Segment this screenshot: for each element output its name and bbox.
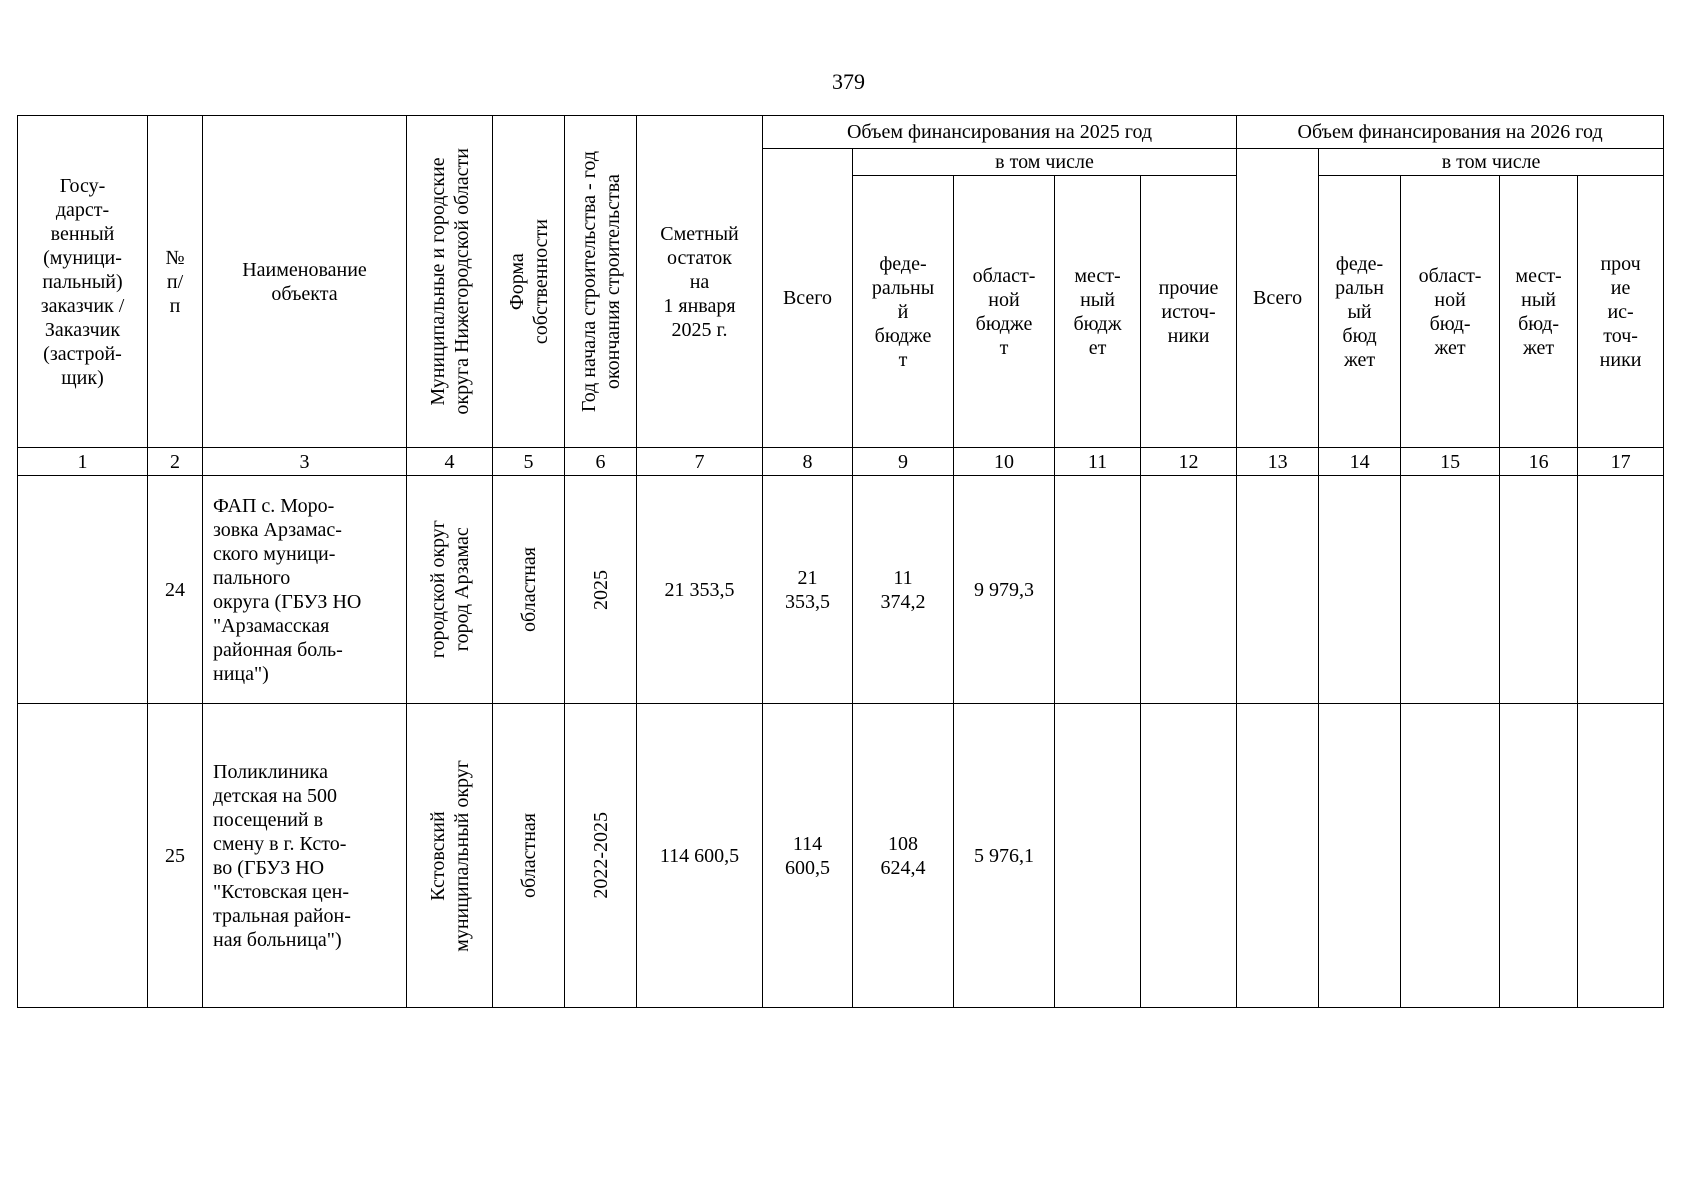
row-ownership: областная [493,476,565,704]
financing-table [17,115,1664,1008]
row-other-2025 [1141,704,1237,1008]
table-row [18,476,1664,704]
row-federal-2025: 108 624,4 [853,704,954,1008]
column-number: 3 [203,448,407,476]
table-row [18,704,1664,1008]
column-number: 9 [853,448,954,476]
header-including-2026: в том числе [1319,149,1664,176]
row-total-2025: 21 353,5 [763,476,853,704]
row-regional-2026 [1401,704,1500,1008]
row-index: 25 [148,704,203,1008]
row-other-2026 [1578,476,1664,704]
header-object-name: Наименование объекта [203,116,407,448]
row-municipality: Кстовский муниципальный округ [407,704,493,1008]
header-regional-2026: област- ной бюд- жет [1401,176,1500,448]
column-number: 6 [565,448,637,476]
header-federal-2025: феде- ральны й бюдже т [853,176,954,448]
row-years: 2022-2025 [565,704,637,1008]
row-customer [18,704,148,1008]
column-number: 7 [637,448,763,476]
row-local-2026 [1500,704,1578,1008]
row-regional-2025: 5 976,1 [954,704,1055,1008]
header-local-2026: мест- ный бюд- жет [1500,176,1578,448]
row-federal-2026 [1319,476,1401,704]
page-number: 379 [832,69,865,94]
header-group-2026: Объем финансирования на 2026 год [1237,116,1664,149]
column-number: 13 [1237,448,1319,476]
header-remainder: Сметный остаток на 1 января 2025 г. [637,116,763,448]
header-ownership: Форма собственности [493,116,565,448]
header-customer: Госу- дарст- венный (муници- пальный) заказчик / Заказчик (застрой- щик) [18,116,148,448]
column-number: 5 [493,448,565,476]
row-regional-2025: 9 979,3 [954,476,1055,704]
column-number: 16 [1500,448,1578,476]
row-other-2025 [1141,476,1237,704]
column-number: 12 [1141,448,1237,476]
header-regional-2025: област- ной бюдже т [954,176,1055,448]
row-municipality: городской округ город Арзамас [407,476,493,704]
row-remainder: 21 353,5 [637,476,763,704]
row-object-name: Поликлиника детская на 500 посещений в смену в г. Ксто- во (ГБУЗ НО "Кстовская цен- тральная район- ная больница") [203,704,407,1008]
column-number: 1 [18,448,148,476]
row-local-2026 [1500,476,1578,704]
column-number: 10 [954,448,1055,476]
row-local-2025 [1055,476,1141,704]
header-group-2025: Объем финансирования на 2025 год [763,116,1237,149]
row-other-2026 [1578,704,1664,1008]
header-local-2025: мест- ный бюдж ет [1055,176,1141,448]
column-number: 17 [1578,448,1664,476]
row-total-2026 [1237,704,1319,1008]
header-years: Год начала строительства - год окончания строительства [565,116,637,448]
header-total-2026: Всего [1237,149,1319,448]
row-local-2025 [1055,704,1141,1008]
column-number-row [18,448,1664,476]
row-remainder: 114 600,5 [637,704,763,1008]
header-total-2025: Всего [763,149,853,448]
row-index: 24 [148,476,203,704]
header-other-2025: прочие источ- ники [1141,176,1237,448]
row-federal-2025: 11 374,2 [853,476,954,704]
header-index: № п/ п [148,116,203,448]
row-object-name: ФАП с. Моро- зовка Арзамас- ского муници- пального округа (ГБУЗ НО "Арзамасская районная боль- ница") [203,476,407,704]
column-number: 14 [1319,448,1401,476]
column-number: 8 [763,448,853,476]
column-number: 4 [407,448,493,476]
row-years: 2025 [565,476,637,704]
header-other-2026: проч ие ис- точ- ники [1578,176,1664,448]
column-number: 15 [1401,448,1500,476]
row-total-2025: 114 600,5 [763,704,853,1008]
header-federal-2026: феде- ральн ый бюд жет [1319,176,1401,448]
row-federal-2026 [1319,704,1401,1008]
row-customer [18,476,148,704]
row-ownership: областная [493,704,565,1008]
row-regional-2026 [1401,476,1500,704]
column-number: 11 [1055,448,1141,476]
header-municipality: Муниципальные и городские округа Нижегородской области [407,116,493,448]
row-total-2026 [1237,476,1319,704]
column-number: 2 [148,448,203,476]
header-including-2025: в том числе [853,149,1237,176]
